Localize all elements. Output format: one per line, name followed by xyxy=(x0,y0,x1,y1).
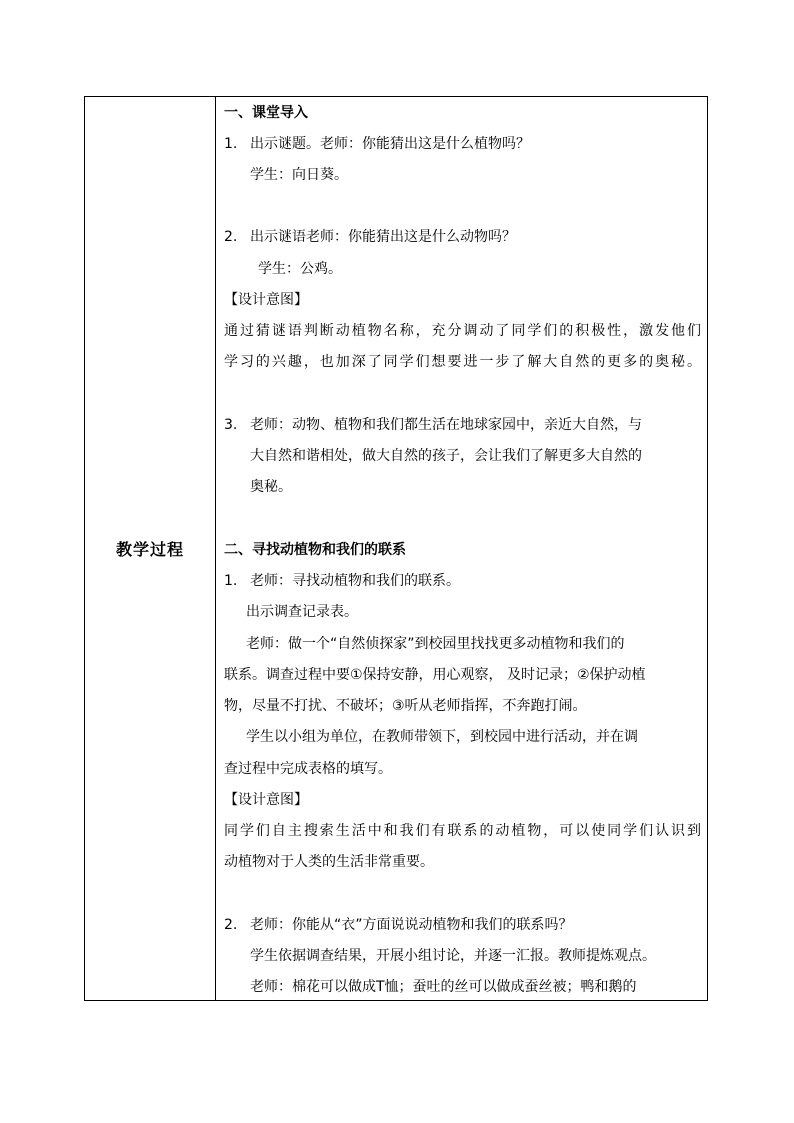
item4-number: 1. xyxy=(224,573,238,589)
design2-label: 【设计意图】 xyxy=(224,792,308,808)
lesson-plan-table xyxy=(84,96,708,1001)
design2-line-2: 动植物对于人类的生活非常重要。 xyxy=(224,854,434,870)
item3-number: 3. xyxy=(224,417,238,433)
item1 xyxy=(224,130,701,158)
item3-line-2: 大自然和谐相处，做大自然的孩子，会让我们了解更多大自然的 xyxy=(250,448,642,464)
design2-line-1: 同学们自主搜索生活中和我们有联系的动植物，可以使同学们认识到 xyxy=(224,823,701,839)
teacher-line-2: 联系。调查过程中要①保持安静，用心观察， 及时记录；②保护动植 xyxy=(224,667,646,683)
item3 xyxy=(224,411,701,439)
item5 xyxy=(224,911,701,939)
item5-number: 2. xyxy=(224,917,238,933)
item4 xyxy=(224,567,701,595)
design1-line-2: 学习的兴趣，也加深了同学们想要进一步了解大自然的更多的奥秘。 xyxy=(224,354,701,370)
row-label-cell xyxy=(85,97,216,1000)
student-line-1: 学生以小组为单位，在教师带领下，到校园中进行活动，并在调 xyxy=(246,729,638,745)
design1-line-1: 通过猜谜语判断动植物名称，充分调动了同学们的积极性，激发他们 xyxy=(224,323,701,339)
student-line-2: 查过程中完成表格的填写。 xyxy=(224,761,392,777)
item1-number: 1. xyxy=(224,136,238,152)
section2-title: 二、寻找动植物和我们的联系 xyxy=(224,542,406,558)
teacher-line-1: 老师：做一个“自然侦探家”到校园里找找更多动植物和我们的 xyxy=(246,636,625,652)
answer1: 学生：向日葵。 xyxy=(250,167,348,183)
item3-line-1: 老师：动物、植物和我们都生活在地球家园中，亲近大自然，与 xyxy=(250,417,642,433)
teacher-line-3: 物，尽量不打扰、不破坏；③听从老师指挥，不奔跑打闹。 xyxy=(224,698,587,714)
item5-text: 老师：你能从“衣”方面说说动植物和我们的联系吗？ xyxy=(250,917,573,933)
item2 xyxy=(224,223,701,251)
item2-number: 2. xyxy=(224,229,238,245)
content-cell xyxy=(216,97,707,1000)
item1-text: 出示谜题。老师：你能猜出这是什么植物吗？ xyxy=(250,136,530,152)
discussion: 学生依据调查结果，开展小组讨论，并逐一汇报。教师提炼观点。 xyxy=(250,948,656,964)
design1-label: 【设计意图】 xyxy=(224,292,308,308)
section1-title: 一、课堂导入 xyxy=(224,105,308,121)
last-line: 老师：棉花可以做成T恤；蚕吐的丝可以做成蚕丝被；鸭和鹅的 xyxy=(250,979,637,995)
item2-text: 出示谜语老师：你能猜出这是什么动物吗？ xyxy=(250,229,516,245)
answer2: 学生：公鸡。 xyxy=(258,261,342,277)
item4-text: 老师：寻找动植物和我们的联系。 xyxy=(250,573,460,589)
show-table: 出示调查记录表。 xyxy=(246,604,358,620)
row-label: 教学过程 xyxy=(115,540,184,559)
item3-line-3: 奥秘。 xyxy=(250,479,292,495)
